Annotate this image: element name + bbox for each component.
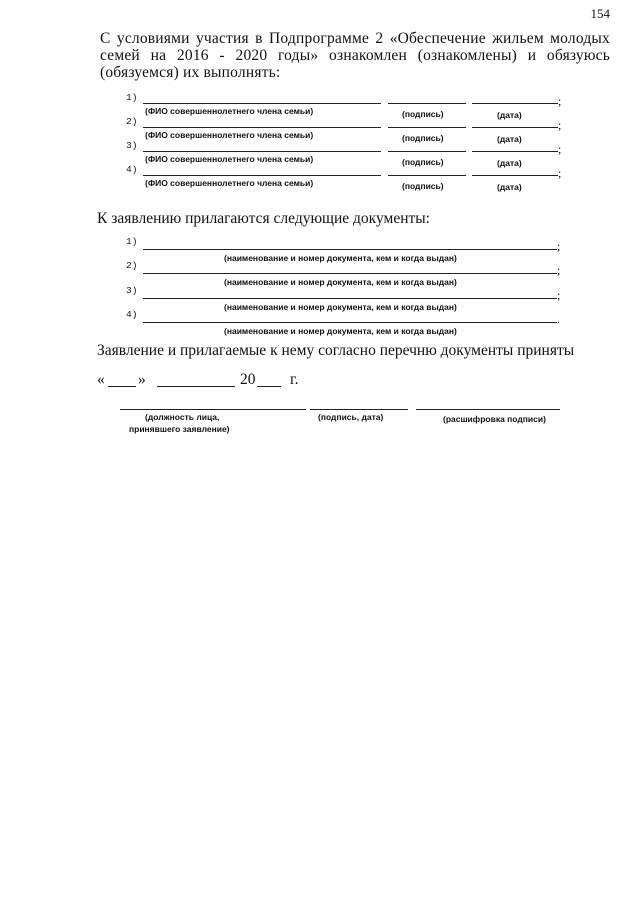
line-end: ; — [558, 142, 562, 156]
signature-caption: (подпись) — [402, 181, 444, 191]
decode-caption: (расшифровка подписи) — [443, 414, 546, 424]
fio-caption: (ФИО совершеннолетнего члена семьи) — [145, 178, 314, 188]
close-quote: » — [138, 371, 146, 388]
position-caption-line2: принявшего заявление) — [129, 424, 230, 434]
date-caption: (дата) — [497, 182, 522, 192]
open-quote: « — [97, 371, 105, 388]
year-field[interactable] — [257, 386, 281, 387]
date-caption: (дата) — [497, 110, 522, 120]
position-caption-line1: (должность лица, — [145, 412, 220, 422]
year-prefix: 20 — [240, 371, 256, 388]
member-number: 4) — [126, 164, 138, 175]
day-field[interactable] — [108, 386, 136, 387]
line-end: ; — [558, 118, 562, 132]
document-field[interactable] — [143, 322, 557, 323]
document-field[interactable] — [143, 249, 557, 250]
signature-caption: (подпись) — [402, 133, 444, 143]
document-caption: (наименование и номер документа, кем и когда выдан) — [224, 253, 457, 263]
signature-field[interactable] — [388, 127, 466, 128]
document-number: 2) — [126, 260, 138, 271]
member-number: 1) — [126, 92, 138, 103]
line-end: ; — [558, 166, 562, 180]
line-end: ; — [557, 263, 561, 277]
document-caption: (наименование и номер документа, кем и когда выдан) — [224, 277, 457, 287]
document-caption: (наименование и номер документа, кем и когда выдан) — [224, 302, 457, 312]
document-number: 4) — [126, 309, 138, 320]
member-number: 3) — [126, 140, 138, 151]
line-end: . — [557, 312, 560, 326]
fio-field[interactable] — [143, 103, 381, 104]
signature-field[interactable] — [388, 175, 466, 176]
document-caption: (наименование и номер документа, кем и когда выдан) — [224, 326, 457, 336]
position-field[interactable] — [120, 409, 306, 410]
date-field[interactable] — [472, 103, 558, 104]
intro-paragraph: С условиями участия в Подпрограмме 2 «Обеспечение жильем молодых семей на 2016 - 2020 годы» ознакомлен (ознакомлены) и обязуюсь (обязуемся) их выполнять: — [100, 30, 610, 81]
date-caption: (дата) — [497, 134, 522, 144]
fio-field[interactable] — [143, 175, 381, 176]
signature-field[interactable] — [388, 151, 466, 152]
date-field[interactable] — [472, 151, 558, 152]
line-end: ; — [557, 288, 561, 302]
fio-field[interactable] — [143, 127, 381, 128]
year-suffix: г. — [290, 371, 299, 388]
fio-caption: (ФИО совершеннолетнего члена семьи) — [145, 106, 314, 116]
accepted-statement: Заявление и прилагаемые к нему согласно перечню документы приняты — [97, 342, 575, 359]
page-number: 154 — [590, 6, 610, 21]
signature-caption: (подпись) — [402, 157, 444, 167]
decode-field[interactable] — [416, 409, 560, 410]
signature-caption: (подпись) — [402, 109, 444, 119]
document-field[interactable] — [143, 298, 557, 299]
signature-field[interactable] — [388, 103, 466, 104]
date-field[interactable] — [472, 127, 558, 128]
fio-caption: (ФИО совершеннолетнего члена семьи) — [145, 130, 314, 140]
document-number: 1) — [126, 236, 138, 247]
member-number: 2) — [126, 116, 138, 127]
document-number: 3) — [126, 285, 138, 296]
month-field[interactable] — [157, 386, 235, 387]
line-end: ; — [557, 239, 561, 253]
sign-date-field[interactable] — [310, 409, 408, 410]
fio-caption: (ФИО совершеннолетнего члена семьи) — [145, 154, 314, 164]
fio-field[interactable] — [143, 151, 381, 152]
date-caption: (дата) — [497, 158, 522, 168]
document-field[interactable] — [143, 273, 557, 274]
documents-heading: К заявлению прилагаются следующие документы: — [97, 210, 430, 227]
line-end: ; — [558, 94, 562, 108]
sign-date-caption: (подпись, дата) — [318, 412, 384, 422]
date-field[interactable] — [472, 175, 558, 176]
